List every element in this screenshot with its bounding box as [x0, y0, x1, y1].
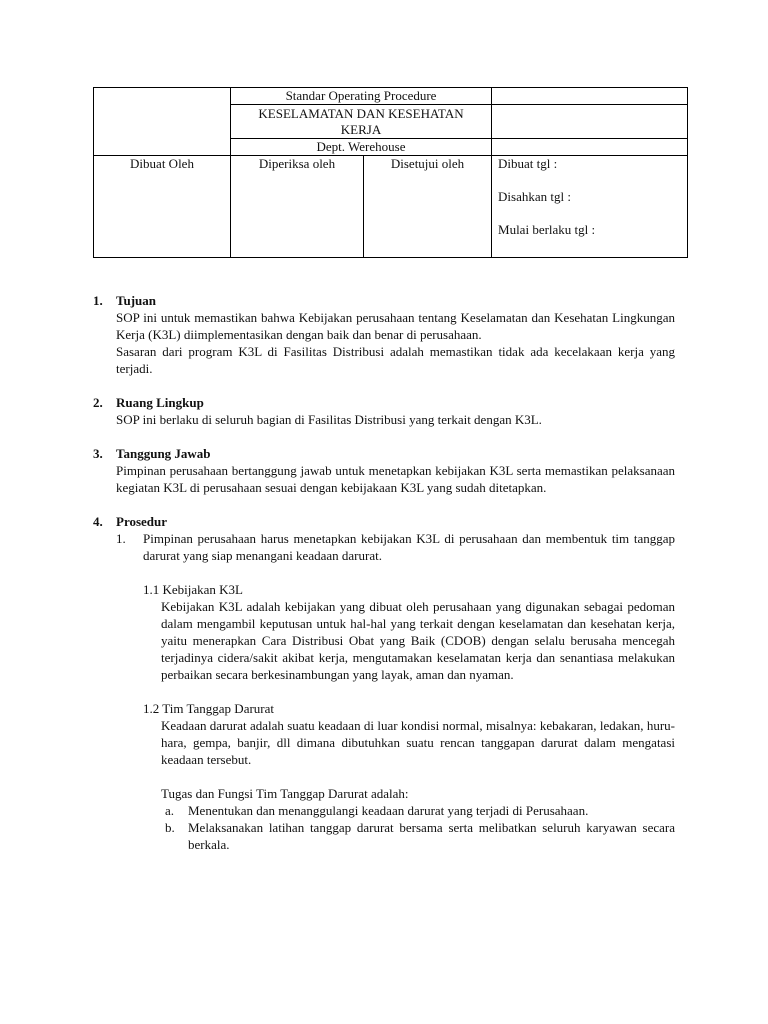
section-number: 3.: [93, 446, 103, 461]
paragraph: SOP ini untuk memastikan bahwa Kebijakan perusahaan tentang Keselamatan dan Kesehatan Lingkungan Kerja (K3L) diimplementasikan dengan baik dan benar di perusahaan.: [116, 310, 675, 342]
procedure-list: [116, 530, 675, 853]
section-heading: [93, 394, 675, 411]
header-blank-cell: [492, 139, 688, 156]
header-blank-cell: [492, 105, 688, 139]
section-tanggung-jawab: [93, 445, 675, 496]
approved-date-label: Disahkan tgl :: [498, 189, 571, 204]
tasks-list: [161, 802, 675, 853]
subsection-kebijakan: [143, 581, 675, 683]
logo-cell: [94, 88, 231, 156]
subsection-text: [161, 598, 675, 683]
paragraph: Pimpinan perusahaan bertanggung jawab untuk menetapkan kebijakan K3L serta memastikan pelaksanaan kegiatan K3L di perusahaan sesuai dengan kebijakaan K3L yang sudah ditetapkan.: [116, 463, 675, 495]
subsection-title: 1.2 Tim Tanggap Darurat: [143, 701, 275, 716]
section-number: 2.: [93, 395, 103, 410]
section-text: [116, 462, 675, 496]
section-title: Ruang Lingkup: [116, 395, 204, 410]
section-prosedur: [93, 513, 675, 853]
section-title: Tanggung Jawab: [116, 446, 211, 461]
sop-body: [93, 292, 675, 870]
paragraph: Sasaran dari program K3L di Fasilitas Distribusi adalah memastikan tidak ada kecelakaan kerja yang terjadi.: [116, 344, 675, 376]
subsection-text: [161, 717, 675, 853]
header-blank-cell: [492, 88, 688, 105]
sop-title: Standar Operating Procedure: [231, 88, 492, 105]
section-heading: [93, 445, 675, 462]
checked-by-label: Diperiksa oleh: [231, 156, 364, 258]
task-item-text: Melaksanakan latihan tanggap darurat bersama serta melibatkan seluruh karyawan secara berkala.: [188, 820, 675, 852]
section-tujuan: [93, 292, 675, 377]
procedure-item: [116, 530, 675, 564]
task-item: [161, 802, 675, 819]
task-item-text: Menentukan dan menanggulangi keadaan darurat yang terjadi di Perusahaan.: [188, 803, 589, 818]
subsection-tim-tanggap: [143, 700, 675, 853]
effective-date-label: Mulai berlaku tgl :: [498, 222, 596, 237]
section-text: [116, 411, 675, 428]
sop-dept: Dept. Werehouse: [231, 139, 492, 156]
paragraph: SOP ini berlaku di seluruh bagian di Fasilitas Distribusi yang terkait dengan K3L.: [116, 412, 542, 427]
task-item-letter: b.: [165, 820, 175, 835]
procedure-item-number: 1.: [116, 531, 126, 546]
made-date-label: Dibuat tgl :: [498, 156, 558, 171]
made-by-label: Dibuat Oleh: [94, 156, 231, 258]
header-row-signatures: [94, 156, 688, 258]
section-text: [116, 309, 675, 377]
header-row-title: [94, 88, 688, 105]
sop-header-table: [93, 87, 688, 258]
procedure-item-text: Pimpinan perusahaan harus menetapkan kebijakan K3L di perusahaan dan membentuk tim tanggap darurat yang siap menangani keadaan darurat.: [143, 531, 675, 563]
task-item-letter: a.: [165, 803, 175, 818]
tasks-heading: Tugas dan Fungsi Tim Tanggap Darurat adalah:: [161, 786, 409, 801]
section-heading: [93, 292, 675, 309]
sop-subject: KESELAMATAN DAN KESEHATAN KERJA: [231, 105, 492, 139]
dates-cell: [492, 156, 688, 258]
section-title: Prosedur: [116, 514, 168, 529]
section-number: 1.: [93, 293, 103, 308]
subsection-title: 1.1 Kebijakan K3L: [143, 582, 244, 597]
section-number: 4.: [93, 514, 103, 529]
task-item: [161, 819, 675, 853]
section-title: Tujuan: [116, 293, 156, 308]
section-heading: [93, 513, 675, 530]
approved-by-label: Disetujui oleh: [364, 156, 492, 258]
paragraph: Keadaan darurat adalah suatu keadaan di luar kondisi normal, misalnya: kebakaran, ledakan, huru-hara, gempa, banjir, dll dimana dibutuhkan suatu rencan tanggapan darurat dalam mengatasi keadaan tersebut.: [161, 718, 675, 767]
paragraph: Kebijakan K3L adalah kebijakan yang dibuat oleh perusahaan yang digunakan sebagai pedoman dalam mengambil keputusan untuk hal-hal yang terkait dengan keselamatan dan kesehatan kerja, yaitu menerapkan Cara Distribusi Obat yang Baik (CDOB) dengan selalu berusaha mencegah terjadinya cidera/sakit akibat kerja, mengutamakan keselamatan kerja dan senantiasa melakukan perbaikan secara berkesinambungan yang layak, aman dan nyaman.: [161, 599, 675, 682]
section-ruang-lingkup: [93, 394, 675, 428]
